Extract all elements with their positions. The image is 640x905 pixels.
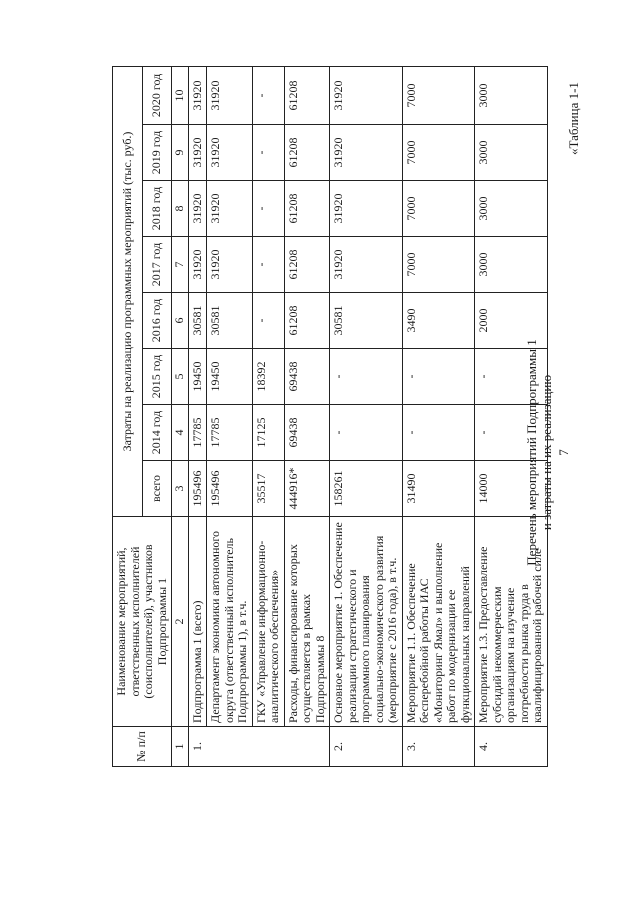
table-row <box>188 66 207 766</box>
column-index: 2 <box>172 517 189 727</box>
header-year: 2016 год <box>142 293 172 349</box>
table-row <box>284 66 330 766</box>
row-name: Подпрограмма 1 (всего) <box>188 517 207 727</box>
row-year-value: 61208 <box>284 237 330 293</box>
row-year-value: 3000 <box>475 125 548 181</box>
row-total: 158261 <box>330 461 403 517</box>
row-year-value: 31920 <box>188 237 207 293</box>
row-number: 3. <box>402 727 475 767</box>
column-index: 3 <box>172 461 189 517</box>
row-number: 1. <box>188 727 330 767</box>
row-year-value: 3000 <box>475 181 548 237</box>
row-name: Департамент экономики автономного округа (ответственный исполнитель Подпрограммы 1), в т.ч. <box>207 517 253 727</box>
header-row-1 <box>113 66 143 766</box>
row-year-value: 31920 <box>330 237 403 293</box>
column-index: 10 <box>172 66 189 124</box>
column-index: 1 <box>172 727 189 767</box>
row-year-value: - <box>252 181 284 237</box>
row-year-value: - <box>330 349 403 405</box>
column-index: 9 <box>172 125 189 181</box>
title-line-2: и затраты на их реализацию <box>539 374 554 531</box>
header-num: № п/п <box>113 727 172 767</box>
title-line-1: Перечень мероприятий Подпрограммы 1 <box>524 339 539 566</box>
row-year-value: 31920 <box>207 237 253 293</box>
table-row <box>252 66 284 766</box>
header-total: всего <box>142 461 172 517</box>
row-year-value: 69438 <box>284 405 330 461</box>
header-year: 2017 год <box>142 237 172 293</box>
row-year-value: - <box>402 349 475 405</box>
row-year-value: 3000 <box>475 66 548 124</box>
column-index: 6 <box>172 293 189 349</box>
row-year-value: 31920 <box>188 125 207 181</box>
header-costs-group: Затраты на реализацию программных мероприятий (тыс. руб.) <box>113 66 143 516</box>
row-year-value: 31920 <box>207 125 253 181</box>
row-year-value: 18392 <box>252 349 284 405</box>
row-year-value: - <box>475 349 548 405</box>
row-number: 4. <box>475 727 548 767</box>
row-year-value: 7000 <box>402 181 475 237</box>
header-year: 2018 год <box>142 181 172 237</box>
row-name: Мероприятие 1.3. Предоставление субсидий некоммерческим организациям на изучение потребности рынка труда в квалифицированной рабочей силе <box>475 517 548 727</box>
row-year-value: 31920 <box>188 181 207 237</box>
table-body <box>188 66 547 766</box>
header-year: 2020 год <box>142 66 172 124</box>
row-year-value: 30581 <box>207 293 253 349</box>
row-year-value: 69438 <box>284 349 330 405</box>
row-year-value: 61208 <box>284 125 330 181</box>
row-year-value: 31920 <box>330 181 403 237</box>
table-row <box>330 66 403 766</box>
column-index: 8 <box>172 181 189 237</box>
row-year-value: 30581 <box>330 293 403 349</box>
row-year-value: 61208 <box>284 293 330 349</box>
header-name: Наименование мероприятий, ответственных исполнителей (соисполнителей), участников Подпрограммы 1 <box>113 517 172 727</box>
row-year-value: - <box>330 405 403 461</box>
row-total: 31490 <box>402 461 475 517</box>
row-year-value: 3000 <box>475 237 548 293</box>
row-year-value: 31920 <box>330 66 403 124</box>
row-name: ГКУ «Управление информационно-аналитического обеспечения» <box>252 517 284 727</box>
row-year-value: 2000 <box>475 293 548 349</box>
column-index: 7 <box>172 237 189 293</box>
row-name: Основное мероприятие 1. Обеспечение реализации стратегического и программного планирования социально-экономического развития (мероприятие с 2016 года), в т.ч. <box>330 517 403 727</box>
row-total: 195496 <box>207 461 253 517</box>
column-index: 5 <box>172 349 189 405</box>
table-reference: «Таблица 1-1 <box>566 82 581 155</box>
row-year-value: 17785 <box>207 405 253 461</box>
header-year: 2015 год <box>142 349 172 405</box>
row-year-value: 19450 <box>207 349 253 405</box>
row-year-value: 7000 <box>402 66 475 124</box>
row-year-value: 31920 <box>207 66 253 124</box>
row-year-value: - <box>402 405 475 461</box>
column-index: 4 <box>172 405 189 461</box>
row-year-value: 31920 <box>188 66 207 124</box>
row-year-value: - <box>252 125 284 181</box>
page-number: 7 <box>556 449 571 456</box>
table-row <box>402 66 475 766</box>
row-total: 195496 <box>188 461 207 517</box>
row-number: 2. <box>330 727 403 767</box>
row-total: 14000 <box>475 461 548 517</box>
row-year-value: 17785 <box>188 405 207 461</box>
row-name: Мероприятие 1.1. Обеспечение бесперебойной работы ИАС «Мониторинг Ямал» и выполнение работ по модернизации ее функциональных направлений <box>402 517 475 727</box>
header-year: 2014 год <box>142 405 172 461</box>
column-index-row <box>172 66 189 766</box>
row-year-value: - <box>475 405 548 461</box>
row-year-value: 17125 <box>252 405 284 461</box>
row-name: Расходы, финансирование которых осуществляется в рамках Подпрограммы 8 <box>284 517 330 727</box>
row-year-value: - <box>252 293 284 349</box>
row-year-value: 3490 <box>402 293 475 349</box>
row-year-value: 7000 <box>402 125 475 181</box>
row-total: 444916* <box>284 461 330 517</box>
table-row <box>207 66 253 766</box>
row-year-value: 7000 <box>402 237 475 293</box>
row-year-value: 31920 <box>207 181 253 237</box>
row-total: 35517 <box>252 461 284 517</box>
row-year-value: - <box>252 66 284 124</box>
row-year-value: 61208 <box>284 66 330 124</box>
measures-cost-table <box>112 66 548 767</box>
row-year-value: 31920 <box>330 125 403 181</box>
row-year-value: 61208 <box>284 181 330 237</box>
row-year-value: - <box>252 237 284 293</box>
row-year-value: 30581 <box>188 293 207 349</box>
table-row <box>475 66 548 766</box>
row-year-value: 19450 <box>188 349 207 405</box>
header-year: 2019 год <box>142 125 172 181</box>
